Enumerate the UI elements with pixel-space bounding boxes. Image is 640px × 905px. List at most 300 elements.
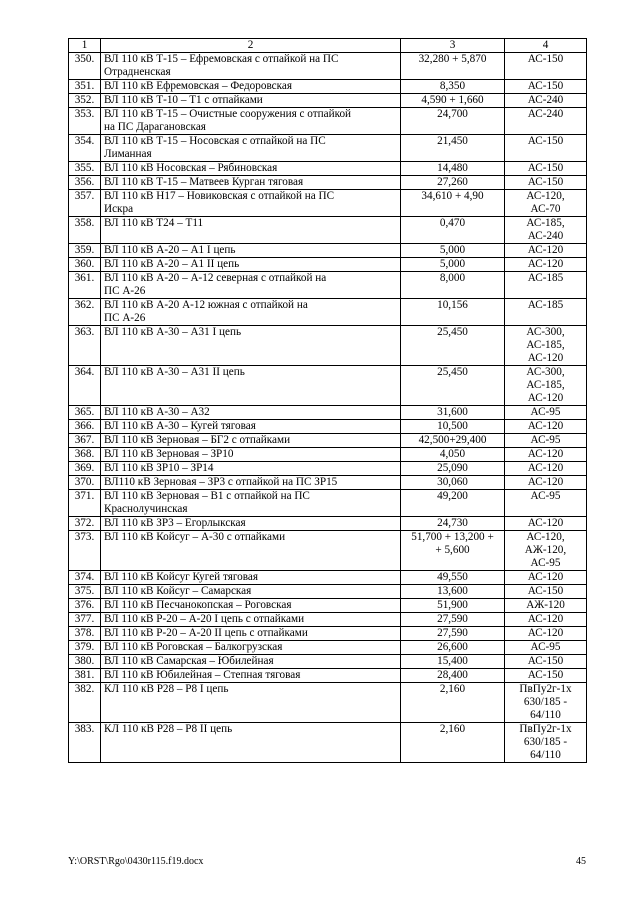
wire-type-cell <box>505 108 587 135</box>
wire-type-cell <box>505 613 587 627</box>
line-length-cell <box>401 476 505 490</box>
line-length-text: 24,700 <box>437 108 468 120</box>
wire-type-text: АЖ-120, <box>524 544 567 556</box>
line-name-text: ВЛ 110 кВ Т-15 – Ефремовская с отпайкой на ПС <box>104 53 339 65</box>
line-length-cell <box>401 462 505 476</box>
wire-type-cell <box>505 571 587 585</box>
row-number-cell <box>69 641 101 655</box>
row-number: 368. <box>74 448 95 460</box>
row-number: 354. <box>74 135 95 147</box>
line-name-text: Искра <box>104 203 134 215</box>
table-row <box>69 258 587 272</box>
row-number-cell <box>69 723 101 763</box>
line-name-cell <box>101 420 401 434</box>
line-length-cell <box>401 190 505 217</box>
wire-type-cell <box>505 599 587 613</box>
wire-type-text: АС-95 <box>530 490 561 502</box>
line-name-text: ВЛ 110 кВ А-20 – А1 I цепь <box>104 244 236 256</box>
wire-type-cell <box>505 135 587 162</box>
line-length-text: + 5,600 <box>435 544 470 556</box>
line-length-cell <box>401 53 505 80</box>
row-number-cell <box>69 190 101 217</box>
wire-type-text: АС-150 <box>527 176 564 188</box>
line-length-text: 49,550 <box>437 571 468 583</box>
line-name-cell <box>101 94 401 108</box>
line-length-text: 27,260 <box>437 176 468 188</box>
line-length-text: 15,400 <box>437 655 468 667</box>
line-name-text: ВЛ 110 кВ А-30 – А31 I цепь <box>104 326 242 338</box>
wire-type-cell <box>505 326 587 366</box>
line-name-cell <box>101 299 401 326</box>
wire-type-text: АС-120 <box>527 448 564 460</box>
row-number: 365. <box>74 406 95 418</box>
line-length-cell <box>401 571 505 585</box>
line-name-text: ВЛ 110 кВ Самарская – Юбилейная <box>104 655 274 667</box>
line-name-text: ВЛ 110 кВ Песчанокопская – Роговская <box>104 599 292 611</box>
line-name-text: ВЛ 110 кВ Юбилейная – Степная тяговая <box>104 669 301 681</box>
line-name-text: ВЛ 110 кВ А-20 А-12 южная с отпайкой на <box>104 299 308 311</box>
row-number-cell <box>69 258 101 272</box>
row-number-cell <box>69 217 101 244</box>
line-length-text: 2,160 <box>439 723 466 735</box>
line-name-cell <box>101 366 401 406</box>
line-name-cell <box>101 135 401 162</box>
line-name-text: ВЛ 110 кВ Носовская – Рябиновская <box>104 162 278 174</box>
line-name-text: Лиманная <box>104 148 152 160</box>
line-length-cell <box>401 366 505 406</box>
row-number-cell <box>69 326 101 366</box>
line-name-text: ВЛ 110 кВ А-20 – А-12 северная с отпайкой на <box>104 272 327 284</box>
header-col-1: 1 <box>69 39 101 53</box>
wire-type-text: 64/110 <box>530 749 561 761</box>
line-length-cell <box>401 448 505 462</box>
line-name-text: ВЛ 110 кВ А-30 – А32 <box>104 406 210 418</box>
wire-type-text: АС-150 <box>527 585 564 597</box>
table-row <box>69 517 587 531</box>
wire-type-text: АС-150 <box>527 162 564 174</box>
wire-type-cell <box>505 517 587 531</box>
table-row <box>69 299 587 326</box>
table-row <box>69 326 587 366</box>
line-length-text: 4,050 <box>439 448 466 460</box>
wire-type-text: ПвПу2г-1х <box>519 723 572 735</box>
line-name-cell <box>101 655 401 669</box>
row-number-cell <box>69 448 101 462</box>
line-name-text: ПС А-26 <box>104 285 146 297</box>
row-number-cell <box>69 420 101 434</box>
wire-type-cell <box>505 190 587 217</box>
wire-type-cell <box>505 448 587 462</box>
line-name-text: ВЛ 110 кВ Т-10 – Т1 с отпайками <box>104 94 263 106</box>
line-name-text: ВЛ 110 кВ Т24 – Т11 <box>104 217 204 229</box>
header-col-2: 2 <box>101 39 401 53</box>
wire-type-text: АС-95 <box>530 557 561 569</box>
wire-type-text: АС-240 <box>527 230 564 242</box>
wire-type-text: АС-185, <box>526 217 565 229</box>
table-row <box>69 190 587 217</box>
table-row <box>69 585 587 599</box>
row-number: 356. <box>74 176 95 188</box>
table-row <box>69 366 587 406</box>
line-name-text: ВЛ 110 кВ А-20 – А1 II цепь <box>104 258 240 270</box>
table-row <box>69 627 587 641</box>
wire-type-text: АС-185, <box>526 379 565 391</box>
row-number: 355. <box>74 162 95 174</box>
document-table-container <box>68 38 586 763</box>
wire-type-cell <box>505 80 587 94</box>
line-name-text: КЛ 110 кВ Р28 – Р8 I цепь <box>104 683 229 695</box>
row-number-cell <box>69 669 101 683</box>
line-name-text: ВЛ 110 кВ Т-15 – Очистные сооружения с отпайкой <box>104 108 352 120</box>
row-number: 376. <box>74 599 95 611</box>
line-name-text: ВЛ 110 кВ Зерновая – В1 с отпайкой на ПС <box>104 490 310 502</box>
line-length-cell <box>401 244 505 258</box>
row-number: 373. <box>74 531 95 543</box>
row-number: 377. <box>74 613 95 625</box>
line-length-text: 34,610 + 4,90 <box>421 190 484 202</box>
wire-type-cell <box>505 641 587 655</box>
line-length-cell <box>401 406 505 420</box>
wire-type-cell <box>505 272 587 299</box>
line-name-cell <box>101 517 401 531</box>
row-number: 380. <box>74 655 95 667</box>
wire-type-text: АС-120 <box>527 476 564 488</box>
line-length-text: 25,450 <box>437 366 468 378</box>
line-name-text: ВЛ 110 кВ Койсуг – А-30 с отпайками <box>104 531 286 543</box>
page-footer <box>68 856 586 867</box>
table-row <box>69 683 587 723</box>
line-name-text: ВЛ 110 кВ А-30 – Кугей тяговая <box>104 420 256 432</box>
line-name-text: ПС А-26 <box>104 312 146 324</box>
line-name-text: Отрадненская <box>104 66 171 78</box>
header-col-4: 4 <box>505 39 587 53</box>
page-number: 45 <box>576 856 586 867</box>
line-name-cell <box>101 258 401 272</box>
row-number-cell <box>69 434 101 448</box>
row-number: 369. <box>74 462 95 474</box>
line-name-text: ВЛ 110 кВ Ефремовская – Федоровская <box>104 80 293 92</box>
line-length-text: 5,000 <box>439 258 466 270</box>
line-name-cell <box>101 406 401 420</box>
table-header-row <box>69 39 587 53</box>
line-length-cell <box>401 326 505 366</box>
wire-type-text: АЖ-120 <box>526 599 565 611</box>
wire-type-text: АС-150 <box>527 80 564 92</box>
wire-type-text: АС-185, <box>526 339 565 351</box>
row-number: 359. <box>74 244 95 256</box>
table-row <box>69 80 587 94</box>
row-number: 366. <box>74 420 95 432</box>
line-name-cell <box>101 641 401 655</box>
wire-type-text: АС-120, <box>526 190 565 202</box>
line-length-text: 32,280 + 5,870 <box>418 53 487 65</box>
wire-type-text: АС-150 <box>527 53 564 65</box>
wire-type-cell <box>505 406 587 420</box>
row-number: 383. <box>74 723 95 735</box>
line-name-cell <box>101 80 401 94</box>
line-name-cell <box>101 217 401 244</box>
wire-type-cell <box>505 299 587 326</box>
wire-type-cell <box>505 655 587 669</box>
line-name-text: ВЛ 110 кВ Койсуг – Самарская <box>104 585 252 597</box>
table-row <box>69 655 587 669</box>
line-name-cell <box>101 490 401 517</box>
line-length-text: 26,600 <box>437 641 468 653</box>
line-length-text: 51,900 <box>437 599 468 611</box>
wire-type-text: АС-120 <box>527 352 564 364</box>
line-length-text: 8,350 <box>439 80 466 92</box>
table-row <box>69 420 587 434</box>
row-number-cell <box>69 53 101 80</box>
line-name-cell <box>101 272 401 299</box>
row-number-cell <box>69 176 101 190</box>
line-length-cell <box>401 272 505 299</box>
wire-type-text: 64/110 <box>530 709 561 721</box>
wire-type-text: АС-185 <box>527 299 564 311</box>
wire-type-text: АС-150 <box>527 135 564 147</box>
table-row <box>69 108 587 135</box>
row-number: 374. <box>74 571 95 583</box>
footer-file-path: Y:\ORST\Rgo\0430r115.f19.docx <box>68 856 204 867</box>
wire-type-cell <box>505 723 587 763</box>
row-number-cell <box>69 162 101 176</box>
row-number: 353. <box>74 108 95 120</box>
row-number: 362. <box>74 299 95 311</box>
wire-type-cell <box>505 627 587 641</box>
table-row <box>69 217 587 244</box>
line-name-cell <box>101 176 401 190</box>
row-number-cell <box>69 517 101 531</box>
wire-type-text: АС-120, <box>526 531 565 543</box>
line-length-text: 21,450 <box>437 135 468 147</box>
row-number: 361. <box>74 272 95 284</box>
line-name-cell <box>101 476 401 490</box>
line-length-text: 25,090 <box>437 462 468 474</box>
wire-type-cell <box>505 462 587 476</box>
table-row <box>69 476 587 490</box>
wire-type-cell <box>505 420 587 434</box>
wire-type-text: 630/185 - <box>523 736 568 748</box>
row-number-cell <box>69 108 101 135</box>
line-name-cell <box>101 326 401 366</box>
line-name-cell <box>101 53 401 80</box>
table-row <box>69 94 587 108</box>
line-name-text: Краснолучинская <box>104 503 188 515</box>
line-length-text: 51,700 + 13,200 + <box>411 531 494 543</box>
row-number: 364. <box>74 366 95 378</box>
line-name-cell <box>101 627 401 641</box>
table-row <box>69 135 587 162</box>
line-length-cell <box>401 162 505 176</box>
wire-type-cell <box>505 162 587 176</box>
line-length-cell <box>401 217 505 244</box>
row-number-cell <box>69 80 101 94</box>
row-number: 381. <box>74 669 95 681</box>
row-number-cell <box>69 366 101 406</box>
table-row <box>69 406 587 420</box>
line-name-text: ВЛ 110 кВ Койсуг Кугей тяговая <box>104 571 258 583</box>
row-number-cell <box>69 613 101 627</box>
wire-type-cell <box>505 683 587 723</box>
line-length-cell <box>401 80 505 94</box>
wire-type-text: 630/185 - <box>523 696 568 708</box>
table-row <box>69 599 587 613</box>
line-length-cell <box>401 434 505 448</box>
wire-type-text: АС-150 <box>527 669 564 681</box>
wire-type-cell <box>505 434 587 448</box>
row-number-cell <box>69 585 101 599</box>
row-number: 375. <box>74 585 95 597</box>
line-length-cell <box>401 585 505 599</box>
line-length-cell <box>401 683 505 723</box>
line-length-cell <box>401 517 505 531</box>
row-number: 367. <box>74 434 95 446</box>
power-lines-table <box>68 38 587 763</box>
row-number: 363. <box>74 326 95 338</box>
line-name-text: ВЛ 110 кВ ЗР3 – Егорлыкская <box>104 517 246 529</box>
line-name-text: ВЛ 110 кВ Н17 – Новиковская с отпайкой на ПС <box>104 190 335 202</box>
wire-type-text: АС-120 <box>527 244 564 256</box>
line-length-text: 28,400 <box>437 669 468 681</box>
row-number-cell <box>69 531 101 571</box>
row-number: 358. <box>74 217 95 229</box>
line-name-cell <box>101 162 401 176</box>
line-name-text: ВЛ110 кВ Зерновая – ЗР3 с отпайкой на ПС ЗР15 <box>104 476 338 488</box>
line-length-text: 24,730 <box>437 517 468 529</box>
row-number-cell <box>69 599 101 613</box>
row-number: 372. <box>74 517 95 529</box>
row-number: 371. <box>74 490 95 502</box>
line-length-cell <box>401 599 505 613</box>
line-length-cell <box>401 94 505 108</box>
table-row <box>69 244 587 258</box>
wire-type-text: АС-120 <box>527 392 564 404</box>
row-number: 382. <box>74 683 95 695</box>
wire-type-text: АС-95 <box>530 641 561 653</box>
line-length-text: 31,600 <box>437 406 468 418</box>
line-name-text: ВЛ 110 кВ ЗР10 – ЗР14 <box>104 462 214 474</box>
line-name-cell <box>101 723 401 763</box>
wire-type-text: АС-120 <box>527 627 564 639</box>
row-number-cell <box>69 571 101 585</box>
line-name-text: ВЛ 110 кВ Зерновая – БГ2 с отпайками <box>104 434 291 446</box>
table-row <box>69 490 587 517</box>
wire-type-text: АС-120 <box>527 462 564 474</box>
table-row <box>69 669 587 683</box>
line-length-cell <box>401 723 505 763</box>
wire-type-cell <box>505 258 587 272</box>
wire-type-text: АС-150 <box>527 655 564 667</box>
wire-type-text: АС-300, <box>526 326 565 338</box>
line-length-cell <box>401 258 505 272</box>
table-row <box>69 176 587 190</box>
row-number-cell <box>69 272 101 299</box>
row-number-cell <box>69 490 101 517</box>
wire-type-text: АС-120 <box>527 571 564 583</box>
row-number-cell <box>69 627 101 641</box>
line-name-cell <box>101 683 401 723</box>
row-number-cell <box>69 655 101 669</box>
line-name-cell <box>101 585 401 599</box>
line-name-cell <box>101 571 401 585</box>
line-length-text: 13,600 <box>437 585 468 597</box>
row-number: 351. <box>74 80 95 92</box>
line-length-text: 0,470 <box>439 217 466 229</box>
line-name-text: ВЛ 110 кВ А-30 – А31 II цепь <box>104 366 245 378</box>
line-length-cell <box>401 641 505 655</box>
wire-type-cell <box>505 490 587 517</box>
wire-type-cell <box>505 176 587 190</box>
table-row <box>69 162 587 176</box>
wire-type-text: АС-240 <box>527 94 564 106</box>
line-length-cell <box>401 669 505 683</box>
line-length-cell <box>401 655 505 669</box>
table-row <box>69 613 587 627</box>
wire-type-text: АС-70 <box>530 203 561 215</box>
line-length-text: 10,156 <box>437 299 468 311</box>
wire-type-text: АС-300, <box>526 366 565 378</box>
wire-type-text: АС-95 <box>530 434 561 446</box>
row-number: 352. <box>74 94 95 106</box>
line-length-text: 8,000 <box>439 272 466 284</box>
row-number-cell <box>69 406 101 420</box>
wire-type-cell <box>505 244 587 258</box>
row-number-cell <box>69 476 101 490</box>
line-length-text: 4,590 + 1,660 <box>421 94 484 106</box>
line-name-text: ВЛ 110 кВ Роговская – Балкогрузская <box>104 641 283 653</box>
table-row <box>69 448 587 462</box>
row-number-cell <box>69 299 101 326</box>
line-name-text: КЛ 110 кВ Р28 – Р8 II цепь <box>104 723 233 735</box>
line-length-cell <box>401 176 505 190</box>
line-name-cell <box>101 531 401 571</box>
wire-type-text: АС-120 <box>527 613 564 625</box>
line-length-cell <box>401 420 505 434</box>
line-length-text: 10,500 <box>437 420 468 432</box>
line-length-cell <box>401 490 505 517</box>
line-length-cell <box>401 299 505 326</box>
wire-type-text: АС-240 <box>527 108 564 120</box>
line-length-text: 49,200 <box>437 490 468 502</box>
line-length-cell <box>401 627 505 641</box>
row-number: 360. <box>74 258 95 270</box>
row-number-cell <box>69 462 101 476</box>
line-length-text: 5,000 <box>439 244 466 256</box>
table-row <box>69 723 587 763</box>
row-number: 378. <box>74 627 95 639</box>
row-number: 350. <box>74 53 95 65</box>
line-name-cell <box>101 669 401 683</box>
table-row <box>69 434 587 448</box>
line-length-cell <box>401 613 505 627</box>
wire-type-cell <box>505 531 587 571</box>
line-name-text: ВЛ 110 кВ Т-15 – Носовская с отпайкой на ПС <box>104 135 326 147</box>
line-name-cell <box>101 108 401 135</box>
line-name-cell <box>101 599 401 613</box>
wire-type-cell <box>505 476 587 490</box>
wire-type-cell <box>505 217 587 244</box>
line-name-cell <box>101 244 401 258</box>
line-name-cell <box>101 613 401 627</box>
row-number: 357. <box>74 190 95 202</box>
row-number-cell <box>69 135 101 162</box>
line-name-text: на ПС Дарагановская <box>104 121 206 133</box>
line-name-text: ВЛ 110 кВ Р-20 – А-20 I цепь с отпайками <box>104 613 305 625</box>
line-length-text: 27,590 <box>437 627 468 639</box>
line-length-text: 30,060 <box>437 476 468 488</box>
line-length-text: 2,160 <box>439 683 466 695</box>
wire-type-cell <box>505 585 587 599</box>
